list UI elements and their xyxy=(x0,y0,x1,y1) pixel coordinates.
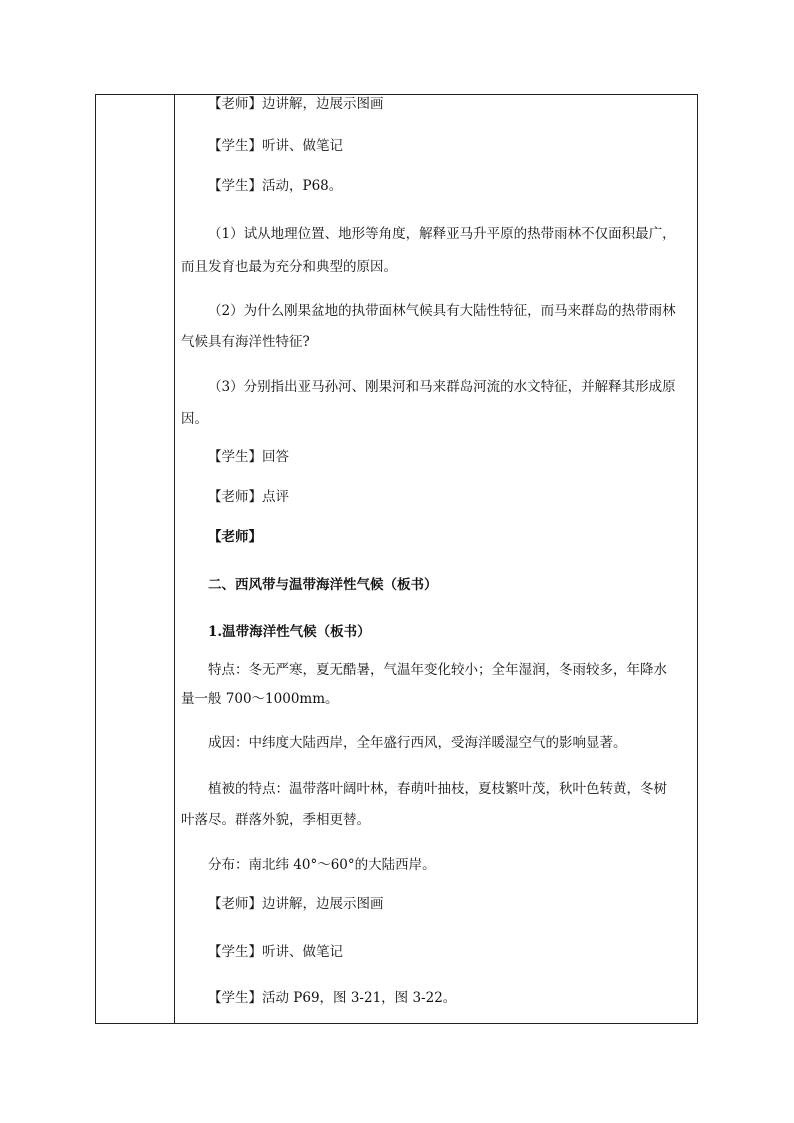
text-line: （3）分别指出亚马孙河、刚果河和马来群岛河流的水文特征，并解释其形成原 xyxy=(208,379,676,395)
text-line: 【学生】听讲、做笔记 xyxy=(208,944,343,960)
text-line: 【老师】点评 xyxy=(208,489,289,505)
text-line: 分布：南北纬 40°～60°的大陆西岸。 xyxy=(208,857,436,873)
text-line: 【学生】活动，P68。 xyxy=(208,178,343,194)
text-line: （1）试从地理位置、地形等角度，解释亚马升平原的热带雨林不仅面积最广， xyxy=(208,226,676,242)
text-line: 植被的特点：温带落叶阔叶林，春萌叶抽枝，夏枝繁叶茂，秋叶色转黄，冬树 xyxy=(208,781,667,797)
text-line: 气候具有海洋性特征? xyxy=(181,334,310,350)
text-line: 而且发育也最为充分和典型的原因。 xyxy=(181,259,397,275)
text-line: 【老师】边讲解，边展示图画 xyxy=(208,896,384,912)
text-line: 叶落尽。群落外貌，季相更替。 xyxy=(181,812,370,828)
text-line: 因。 xyxy=(181,411,208,427)
text-line: 成因：中纬度大陆西岸，全年盛行西风，受海洋暖湿空气的影响显著。 xyxy=(208,735,627,751)
text-line: 【老师】边讲解，边展示图画 xyxy=(208,96,384,112)
subsection-heading: 1.温带海洋性气候（板书） xyxy=(208,624,371,640)
text-line: 【学生】活动 P69，图 3-21，图 3-22。 xyxy=(208,990,457,1006)
text-line: 【老师】 xyxy=(208,529,262,545)
text-line: 特点：冬无严寒，夏无酷暑，气温年变化较小；全年湿润，冬雨较多，年降水 xyxy=(208,662,667,678)
column-divider xyxy=(174,95,175,1023)
text-line: 【学生】回答 xyxy=(208,449,289,465)
text-line: （2）为什么刚果盆地的执带面林气候具有大陆性特征，而马来群岛的热带雨林 xyxy=(208,303,676,319)
section-heading: 二、西风带与温带海洋性气候（板书） xyxy=(208,577,438,593)
text-line: 【学生】听讲、做笔记 xyxy=(208,138,343,154)
text-line: 量一般 700～1000mm。 xyxy=(181,691,339,707)
